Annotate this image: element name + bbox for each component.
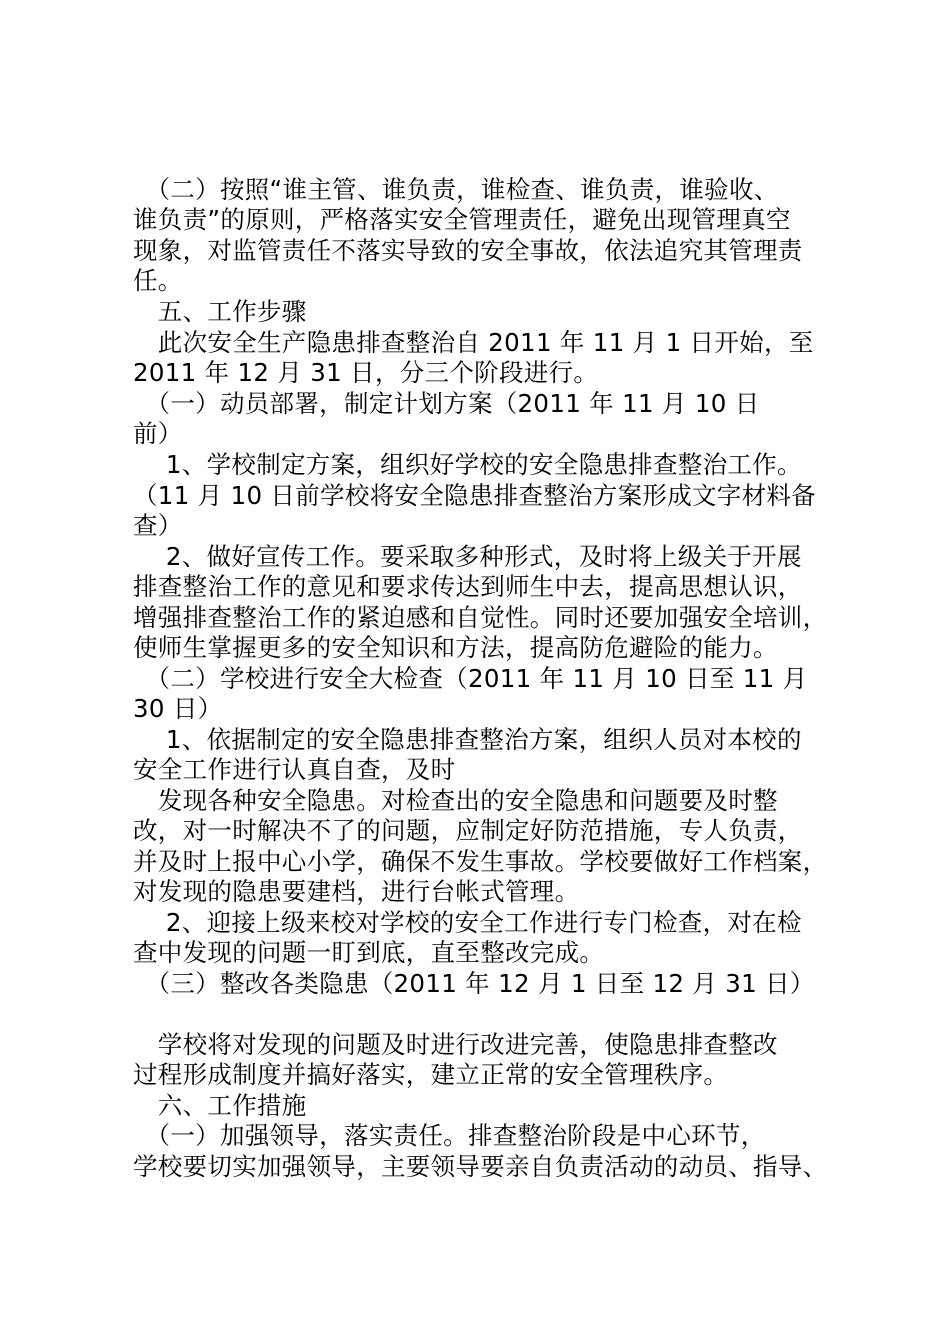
text-line: 使师生掌握更多的安全知识和方法，提高防危避险的能力。 [133, 633, 778, 662]
text-line: 2011 年 12 月 31 日，分三个阶段进行。 [133, 358, 599, 387]
text-line: 发现各种安全隐患。对检查出的安全隐患和问题要及时整 [133, 786, 778, 815]
text-line: 查） [133, 511, 183, 540]
text-line: 学校将对发现的问题及时进行改进完善，使隐患排查整改 [133, 1030, 778, 1059]
text-line: 现象，对监管责任不落实导致的安全事故，依法追究其管理责 [133, 236, 803, 265]
text-line: （一）加强领导，落实责任。排查整治阶段是中心环节， [133, 1121, 766, 1150]
text-line: 30 日） [133, 694, 223, 723]
subsection-heading: （一）动员部署，制定计划方案（2011 年 11 月 10 日 [133, 389, 760, 418]
text-line: 2、做好宣传工作。要采取多种形式，及时将上级关于开展 [133, 542, 802, 571]
text-line: 改，对一时解决不了的问题，应制定好防范措施，专人负责， [133, 816, 803, 845]
subsection-heading: （三）整改各类隐患（2011 年 12 月 1 日至 12 月 31 日） [133, 969, 815, 998]
subsection-heading: （二）学校进行安全大检查（2011 年 11 月 10 日至 11 月 [133, 664, 808, 693]
section-heading: 五、工作步骤 [133, 297, 307, 326]
text-line: 安全工作进行认真自查，及时 [133, 755, 456, 784]
text-line: 对发现的隐患要建档，进行台帐式管理。 [133, 877, 580, 906]
text-line: 增强排查整治工作的紧迫感和自觉性。同时还要加强安全培训， [133, 603, 828, 632]
text-line: 谁负责”的原则，严格落实安全管理责任，避免出现管理真空 [133, 205, 791, 234]
text-line: 学校要切实加强领导，主要领导要亲自负责活动的动员、指导、 [133, 1152, 828, 1181]
section-heading: 六、工作措施 [133, 1091, 307, 1120]
text-line: 过程形成制度并搞好落实，建立正常的安全管理秩序。 [133, 1060, 729, 1089]
text-line: 并及时上报中心小学，确保不发生事故。学校要做好工作档案， [133, 847, 828, 876]
text-line: 1、依据制定的安全隐患排查整治方案，组织人员对本校的 [133, 725, 802, 754]
text-line: （11 月 10 日前学校将安全隐患排查整治方案形成文字材料备 [133, 481, 817, 510]
text-line: 前） [133, 419, 183, 448]
text-line: 排查整治工作的意见和要求传达到师生中去，提高思想认识， [133, 572, 803, 601]
text-line: （二）按照“谁主管、谁负责，谁检查、谁负责，谁验收、 [133, 175, 779, 204]
text-line: 此次安全生产隐患排查整治自 2011 年 11 月 1 日开始，至 [133, 328, 814, 357]
text-line: 2、迎接上级来校对学校的安全工作进行专门检查，对在检 [133, 908, 802, 937]
text-line: 任。 [133, 266, 183, 295]
text-line: 1、学校制定方案，组织好学校的安全隐患排查整治工作。 [133, 450, 802, 479]
text-line: 查中发现的问题一盯到底，直至整改完成。 [133, 938, 605, 967]
